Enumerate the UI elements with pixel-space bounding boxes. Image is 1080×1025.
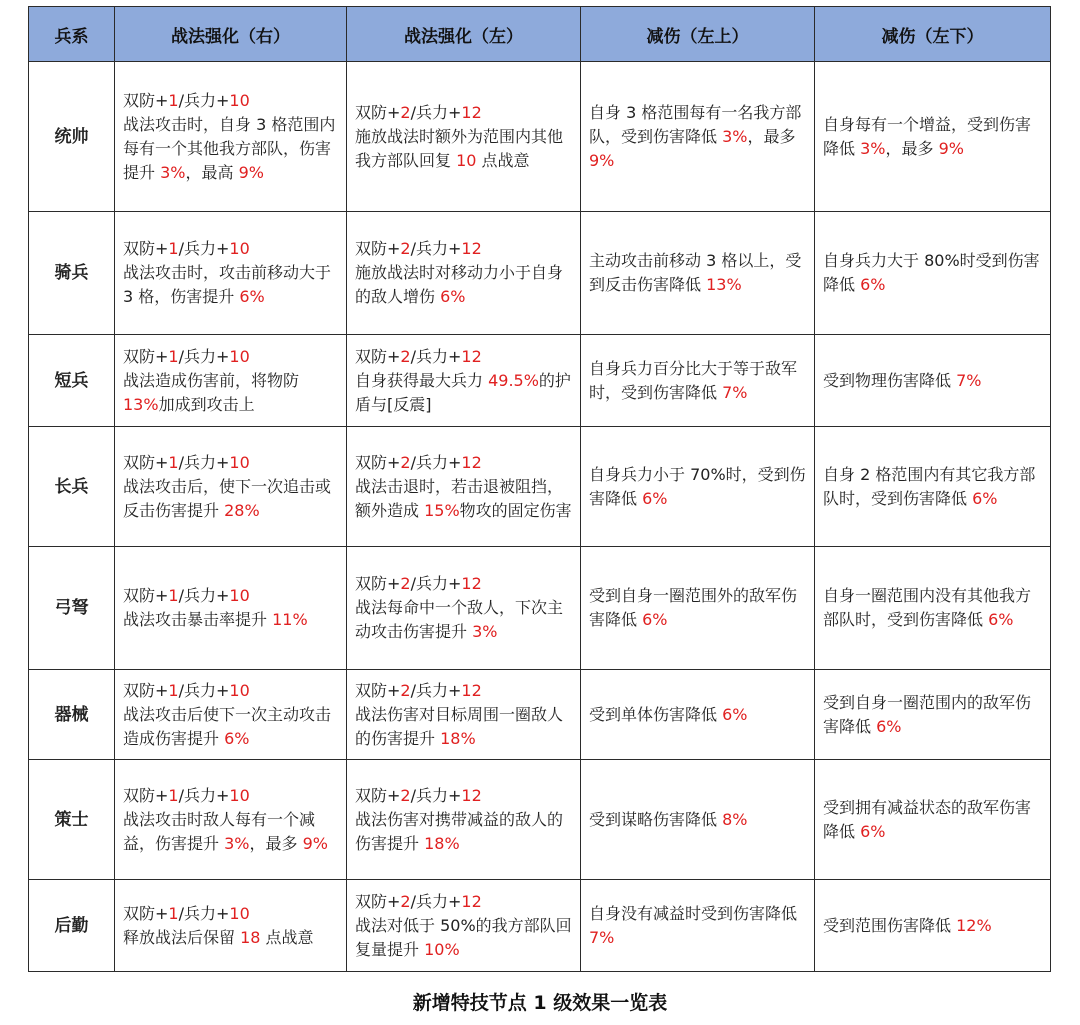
skill-boost-left-cell	[347, 62, 581, 212]
cell-text: 受到范围伤害降低	[823, 915, 957, 935]
damage-reduction-lower-left-cell	[815, 880, 1051, 972]
skill-boost-right-cell	[115, 880, 347, 972]
troop-type-cell: 统帅	[29, 62, 115, 212]
damage-reduction-lower-left-cell	[815, 760, 1051, 880]
cell-text: /兵力+	[410, 574, 462, 593]
cell-text: 点战意	[476, 150, 530, 170]
table-body	[29, 62, 1051, 972]
cell-text: /兵力+	[410, 680, 462, 700]
damage-reduction-upper-left-cell	[581, 62, 815, 212]
highlight-value: 12	[461, 102, 482, 122]
effects-table	[28, 6, 1051, 972]
highlight-value: 6%	[722, 704, 748, 724]
cell-text: 点战意	[260, 927, 314, 947]
table-row	[29, 335, 1051, 427]
highlight-value: 6%	[876, 716, 902, 736]
cell-text: /兵力+	[178, 239, 230, 258]
skill-boost-right-cell	[115, 760, 347, 880]
highlight-value: 12	[461, 452, 482, 472]
cell-text: 双防+	[123, 785, 169, 805]
cell-text: 自身没有减益时受到伤害降低	[589, 903, 798, 923]
cell-text: 双防+	[123, 90, 169, 110]
troop-type-cell: 策士	[29, 760, 115, 880]
highlight-value: 1	[168, 452, 179, 472]
cell-text: 战法每命中一个敌人，下次主动攻击伤害提升	[355, 598, 564, 641]
highlight-value: 12	[461, 785, 482, 805]
cell-text: 战法攻击时敌人每有一个减益，伤害提升	[123, 809, 316, 853]
damage-reduction-upper-left-cell	[581, 760, 815, 880]
highlight-value: 10	[229, 785, 250, 805]
cell-text: 自身获得最大兵力	[355, 370, 489, 390]
skill-boost-right-cell	[115, 212, 347, 335]
highlight-value: 2	[400, 680, 411, 700]
cell-text: 双防+	[355, 452, 401, 472]
cell-text: /兵力+	[410, 785, 462, 805]
cell-text: 受到单体伤害降低	[589, 704, 723, 724]
cell-text: 双防+	[355, 346, 401, 366]
cell-text: 自身每有一个增益，受到伤害降低	[823, 114, 1032, 158]
skill-boost-left-cell	[347, 670, 581, 760]
highlight-value: 6%	[642, 488, 668, 508]
highlight-value: 7%	[589, 927, 615, 947]
cell-text: 的护盾与[反震]	[355, 370, 571, 414]
cell-text: ，最多	[249, 833, 303, 853]
cell-text: /兵力+	[178, 586, 230, 605]
highlight-value: 10%	[424, 939, 460, 959]
highlight-value: 11%	[272, 610, 308, 629]
cell-text: 战法攻击时，自身 3 格范围内每有一个其他我方部队，伤害提升	[123, 114, 336, 182]
cell-text: /兵力+	[178, 903, 230, 923]
highlight-value: 6%	[224, 728, 250, 748]
table-row	[29, 212, 1051, 335]
skill-boost-left-cell	[347, 880, 581, 972]
highlight-value: 13%	[123, 394, 159, 414]
cell-text: 自身兵力大于 80%时受到伤害降低	[823, 251, 1040, 294]
cell-text: 双防+	[355, 102, 401, 122]
damage-reduction-lower-left-cell	[815, 427, 1051, 547]
highlight-value: 9%	[589, 150, 615, 170]
skill-boost-left-cell	[347, 547, 581, 670]
damage-reduction-upper-left-cell	[581, 427, 815, 547]
cell-text: 战法伤害对目标周围一圈敌人的伤害提升	[355, 704, 564, 748]
highlight-value: 2	[400, 102, 411, 122]
highlight-value: 12%	[956, 915, 992, 935]
cell-text: 自身 2 格范围内有其它我方部队时，受到伤害降低	[823, 464, 1036, 508]
damage-reduction-lower-left-cell	[815, 547, 1051, 670]
highlight-value: 9%	[938, 138, 964, 158]
damage-reduction-lower-left-cell	[815, 335, 1051, 427]
highlight-value: 3%	[472, 622, 498, 641]
cell-text: 物攻的固定伤害	[459, 500, 572, 520]
table-row	[29, 670, 1051, 760]
cell-text: 战法攻击后使下一次主动攻击造成伤害提升	[123, 704, 332, 748]
cell-text: /兵力+	[178, 785, 230, 805]
troop-type-cell: 骑兵	[29, 212, 115, 335]
cell-text: 双防+	[355, 785, 401, 805]
cell-text: 战法伤害对携带减益的敌人的伤害提升	[355, 809, 564, 853]
highlight-value: 1	[168, 785, 179, 805]
cell-text: 主动攻击前移动 3 格以上，受到反击伤害降低	[589, 251, 802, 294]
cell-text: /兵力+	[410, 102, 462, 122]
highlight-value: 12	[461, 891, 482, 911]
cell-text: 战法攻击后，使下一次追击或反击伤害提升	[123, 476, 332, 520]
troop-type-cell: 长兵	[29, 427, 115, 547]
highlight-value: 8%	[722, 809, 748, 829]
highlight-value: 1	[168, 680, 179, 700]
header-cell-skill-boost-right: 战法强化（右）	[115, 7, 347, 62]
troop-type-cell: 器械	[29, 670, 115, 760]
highlight-value: 1	[168, 586, 179, 605]
cell-text: /兵力+	[410, 452, 462, 472]
troop-type-cell: 短兵	[29, 335, 115, 427]
highlight-value: 3%	[224, 833, 250, 853]
highlight-value: 1	[168, 239, 179, 258]
highlight-value: 6%	[239, 287, 265, 306]
highlight-value: 6%	[988, 610, 1014, 629]
header-cell-damage-reduction-lower-left: 减伤（左下）	[815, 7, 1051, 62]
header-cell-damage-reduction-upper-left: 减伤（左上）	[581, 7, 815, 62]
highlight-value: 2	[400, 574, 411, 593]
table-row	[29, 427, 1051, 547]
skill-boost-right-cell	[115, 335, 347, 427]
highlight-value: 3%	[722, 126, 748, 146]
highlight-value: 18	[240, 927, 261, 947]
cell-text: ，最多	[885, 138, 939, 158]
highlight-value: 10	[456, 150, 477, 170]
highlight-value: 10	[229, 452, 250, 472]
header-cell-troop-type: 兵系	[29, 7, 115, 62]
cell-text: 双防+	[355, 891, 401, 911]
cell-text: 自身兵力小于 70%时，受到伤害降低	[589, 464, 806, 508]
highlight-value: 2	[400, 891, 411, 911]
highlight-value: 10	[229, 90, 250, 110]
header-row	[29, 7, 1051, 62]
highlight-value: 3%	[860, 138, 886, 158]
cell-text: 受到自身一圈范围内的敌军伤害降低	[823, 692, 1032, 736]
highlight-value: 2	[400, 785, 411, 805]
cell-text: 双防+	[355, 680, 401, 700]
cell-text: 战法攻击暴击率提升	[123, 610, 273, 629]
cell-text: /兵力+	[410, 346, 462, 366]
cell-text: 双防+	[123, 346, 169, 366]
highlight-value: 18%	[424, 833, 460, 853]
skill-boost-right-cell	[115, 670, 347, 760]
cell-text: 双防+	[355, 574, 401, 593]
highlight-value: 12	[461, 574, 482, 593]
header-cell-skill-boost-left: 战法强化（左）	[347, 7, 581, 62]
cell-text: /兵力+	[178, 346, 230, 366]
cell-text: 双防+	[123, 680, 169, 700]
cell-text: 双防+	[355, 239, 401, 258]
troop-type-cell: 弓弩	[29, 547, 115, 670]
cell-text: 双防+	[123, 903, 169, 923]
highlight-value: 10	[229, 680, 250, 700]
highlight-value: 18%	[440, 728, 476, 748]
cell-text: 加成到攻击上	[158, 394, 255, 414]
highlight-value: 1	[168, 903, 179, 923]
highlight-value: 6%	[972, 488, 998, 508]
skill-boost-right-cell	[115, 547, 347, 670]
damage-reduction-upper-left-cell	[581, 880, 815, 972]
cell-text: 自身一圈范围内没有其他我方部队时，受到伤害降低	[823, 586, 1032, 629]
highlight-value: 49.5%	[488, 370, 539, 390]
damage-reduction-upper-left-cell	[581, 335, 815, 427]
cell-text: 双防+	[123, 239, 169, 258]
cell-text: 自身 3 格范围每有一名我方部队，受到伤害降低	[589, 102, 802, 146]
highlight-value: 6%	[860, 821, 886, 841]
highlight-value: 9%	[238, 162, 264, 182]
cell-text: 受到拥有减益状态的敌军伤害降低	[823, 797, 1032, 841]
highlight-value: 13%	[706, 275, 742, 294]
highlight-value: 6%	[440, 287, 466, 306]
highlight-value: 12	[461, 680, 482, 700]
cell-text: /兵力+	[178, 452, 230, 472]
cell-text: 受到自身一圈范围外的敌军伤害降低	[589, 586, 798, 629]
highlight-value: 3%	[160, 162, 186, 182]
cell-text: 受到物理伤害降低	[823, 370, 957, 390]
highlight-value: 12	[461, 346, 482, 366]
damage-reduction-lower-left-cell	[815, 212, 1051, 335]
highlight-value: 15%	[424, 500, 460, 520]
table-row	[29, 760, 1051, 880]
cell-text: 施放战法时对移动力小于自身的敌人增伤	[355, 263, 564, 306]
skill-boost-right-cell	[115, 62, 347, 212]
table-row	[29, 880, 1051, 972]
cell-text: /兵力+	[178, 90, 230, 110]
highlight-value: 2	[400, 346, 411, 366]
highlight-value: 28%	[224, 500, 260, 520]
cell-text: 释放战法后保留	[123, 927, 241, 947]
skill-boost-right-cell	[115, 427, 347, 547]
cell-text: /兵力+	[178, 680, 230, 700]
cell-text: 双防+	[123, 586, 169, 605]
table-row	[29, 547, 1051, 670]
highlight-value: 7%	[956, 370, 982, 390]
cell-text: 战法对低于 50%的我方部队回复量提升	[355, 915, 572, 959]
cell-text: 施放战法时额外为范围内其他我方部队回复	[355, 126, 564, 170]
highlight-value: 10	[229, 586, 250, 605]
cell-text: ，最高	[185, 162, 239, 182]
skill-boost-left-cell	[347, 212, 581, 335]
highlight-value: 7%	[722, 382, 748, 402]
highlight-value: 10	[229, 239, 250, 258]
highlight-value: 6%	[860, 275, 886, 294]
highlight-value: 1	[168, 90, 179, 110]
damage-reduction-lower-left-cell	[815, 670, 1051, 760]
damage-reduction-upper-left-cell	[581, 547, 815, 670]
troop-type-cell: 后勤	[29, 880, 115, 972]
highlight-value: 1	[168, 346, 179, 366]
cell-text: ，最多	[747, 126, 796, 146]
cell-text: /兵力+	[410, 239, 462, 258]
cell-text: 战法攻击时，攻击前移动大于 3 格，伤害提升	[123, 263, 332, 306]
damage-reduction-upper-left-cell	[581, 212, 815, 335]
highlight-value: 12	[461, 239, 482, 258]
cell-text: 受到谋略伤害降低	[589, 809, 723, 829]
highlight-value: 10	[229, 903, 250, 923]
skill-boost-left-cell	[347, 760, 581, 880]
highlight-value: 9%	[302, 833, 328, 853]
cell-text: 双防+	[123, 452, 169, 472]
cell-text: /兵力+	[410, 891, 462, 911]
table-row	[29, 62, 1051, 212]
skill-boost-left-cell	[347, 427, 581, 547]
skill-boost-left-cell	[347, 335, 581, 427]
damage-reduction-upper-left-cell	[581, 670, 815, 760]
highlight-value: 2	[400, 452, 411, 472]
highlight-value: 6%	[642, 610, 668, 629]
cell-text: 自身兵力百分比大于等于敌军时，受到伤害降低	[589, 358, 798, 402]
table-caption: 新增特技节点 1 级效果一览表	[412, 992, 668, 1014]
cell-text: 战法造成伤害前，将物防	[123, 370, 300, 390]
damage-reduction-lower-left-cell	[815, 62, 1051, 212]
cell-text: 战法击退时，若击退被阻挡，额外造成	[355, 476, 564, 520]
highlight-value: 2	[400, 239, 411, 258]
highlight-value: 10	[229, 346, 250, 366]
